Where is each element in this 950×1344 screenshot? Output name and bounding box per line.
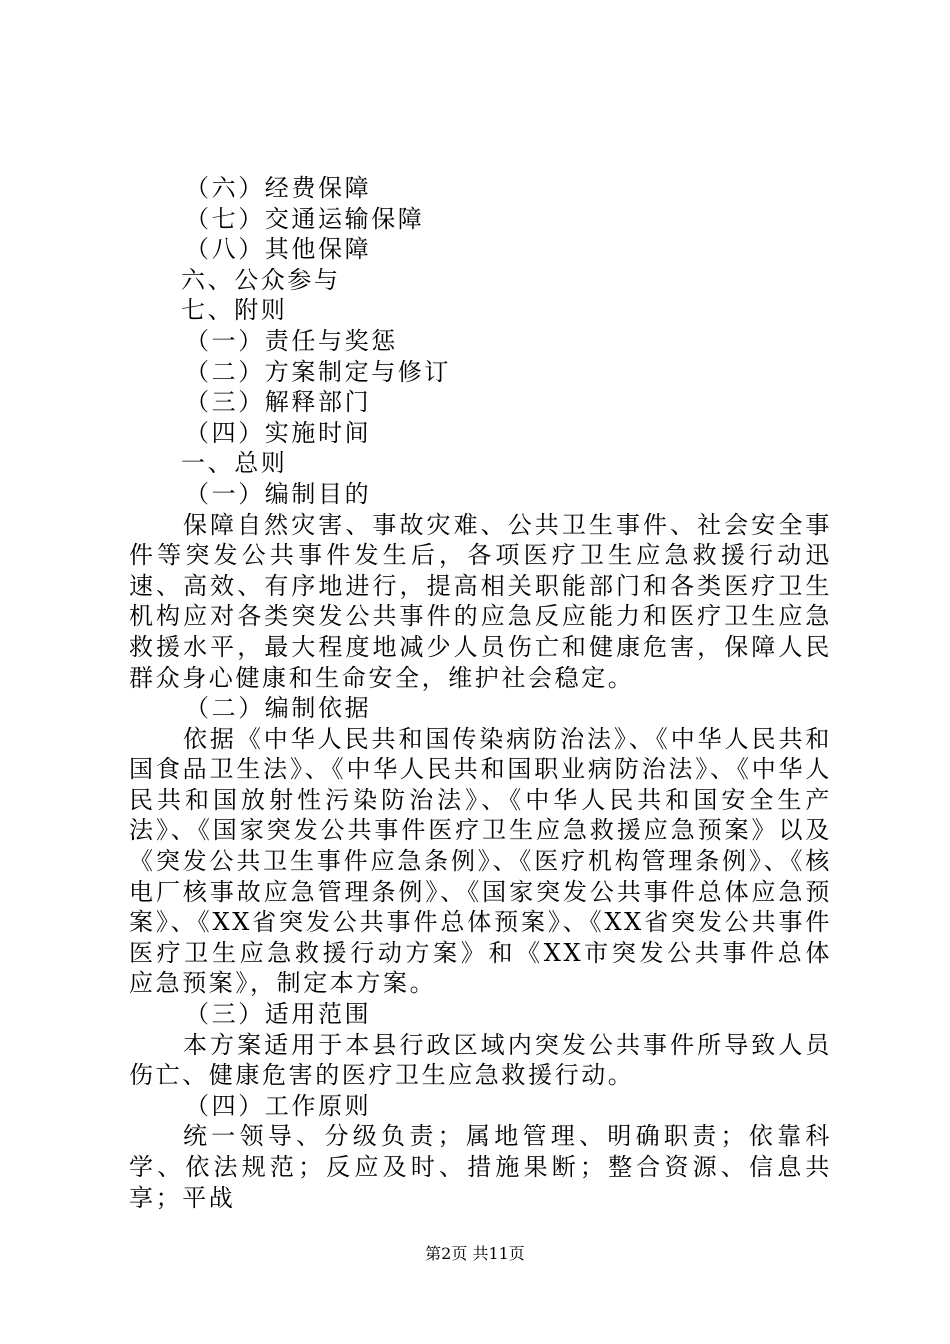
- document-body: [129, 173, 832, 1213]
- toc-item: （三）解释部门: [185, 388, 372, 417]
- toc-item: （一）责任与奖惩: [185, 326, 398, 355]
- subsection-heading-scope: （三）适用范围: [185, 1000, 372, 1029]
- toc-item: （八）其他保障: [185, 235, 372, 264]
- subsection-heading-basis: （二）编制依据: [185, 694, 372, 723]
- paragraph-principles: 统一领导、分级负责；属地管理、明确职责；依靠科学、依法规范；反应及时、措施果断；整合资源、信息共享；平战: [129, 1122, 832, 1212]
- toc-item: （四）实施时间: [185, 418, 372, 447]
- toc-item: 六、公众参与: [181, 265, 341, 294]
- paragraph-purpose: 保障自然灾害、事故灾难、公共卫生事件、社会安全事件等突发公共事件发生后，各项医疗卫生应急救援行动迅速、高效、有序地进行，提高相关职能部门和各类医疗卫生机构应对各类突发公共事件的应急反应能力和医疗卫生应急救援水平，最大程度地减少人员伤亡和健康危害，保障人民群众身心健康和生命安全，维护社会稳定。: [129, 510, 832, 692]
- toc-item: （二）方案制定与修订: [185, 357, 451, 386]
- subsection-heading-principles: （四）工作原则: [185, 1091, 372, 1120]
- toc-item: （六）经费保障: [185, 174, 372, 202]
- toc-item: （七）交通运输保障: [185, 204, 425, 233]
- section-heading: 一、总则: [181, 449, 288, 478]
- toc-item: 七、附则: [181, 296, 288, 325]
- paragraph-basis: 依据《中华人民共和国传染病防治法》、《中华人民共和国食品卫生法》、《中华人民共和国职业病防治法》、《中华人民共和国放射性污染防治法》、《中华人民共和国安全生产法》、《国家突发公共事件医疗卫生应急救援应急预案》以及《突发公共卫生事件应急条例》、《医疗机构管理条例》、《核电厂核事故应急管理条例》、《国家突发公共事件总体应急预案》、《XX省突发公共事件总体预案》、《XX省突发公共事件医疗卫生应急救援行动方案》和《XX市突发公共事件总体应急预案》，制定本方案。: [129, 724, 832, 998]
- page-number-footer: 第2页 共11页: [425, 1244, 525, 1263]
- subsection-heading-purpose: （一）编制目的: [185, 479, 372, 508]
- paragraph-scope: 本方案适用于本县行政区域内突发公共事件所导致人员伤亡、健康危害的医疗卫生应急救援行动。: [129, 1030, 832, 1090]
